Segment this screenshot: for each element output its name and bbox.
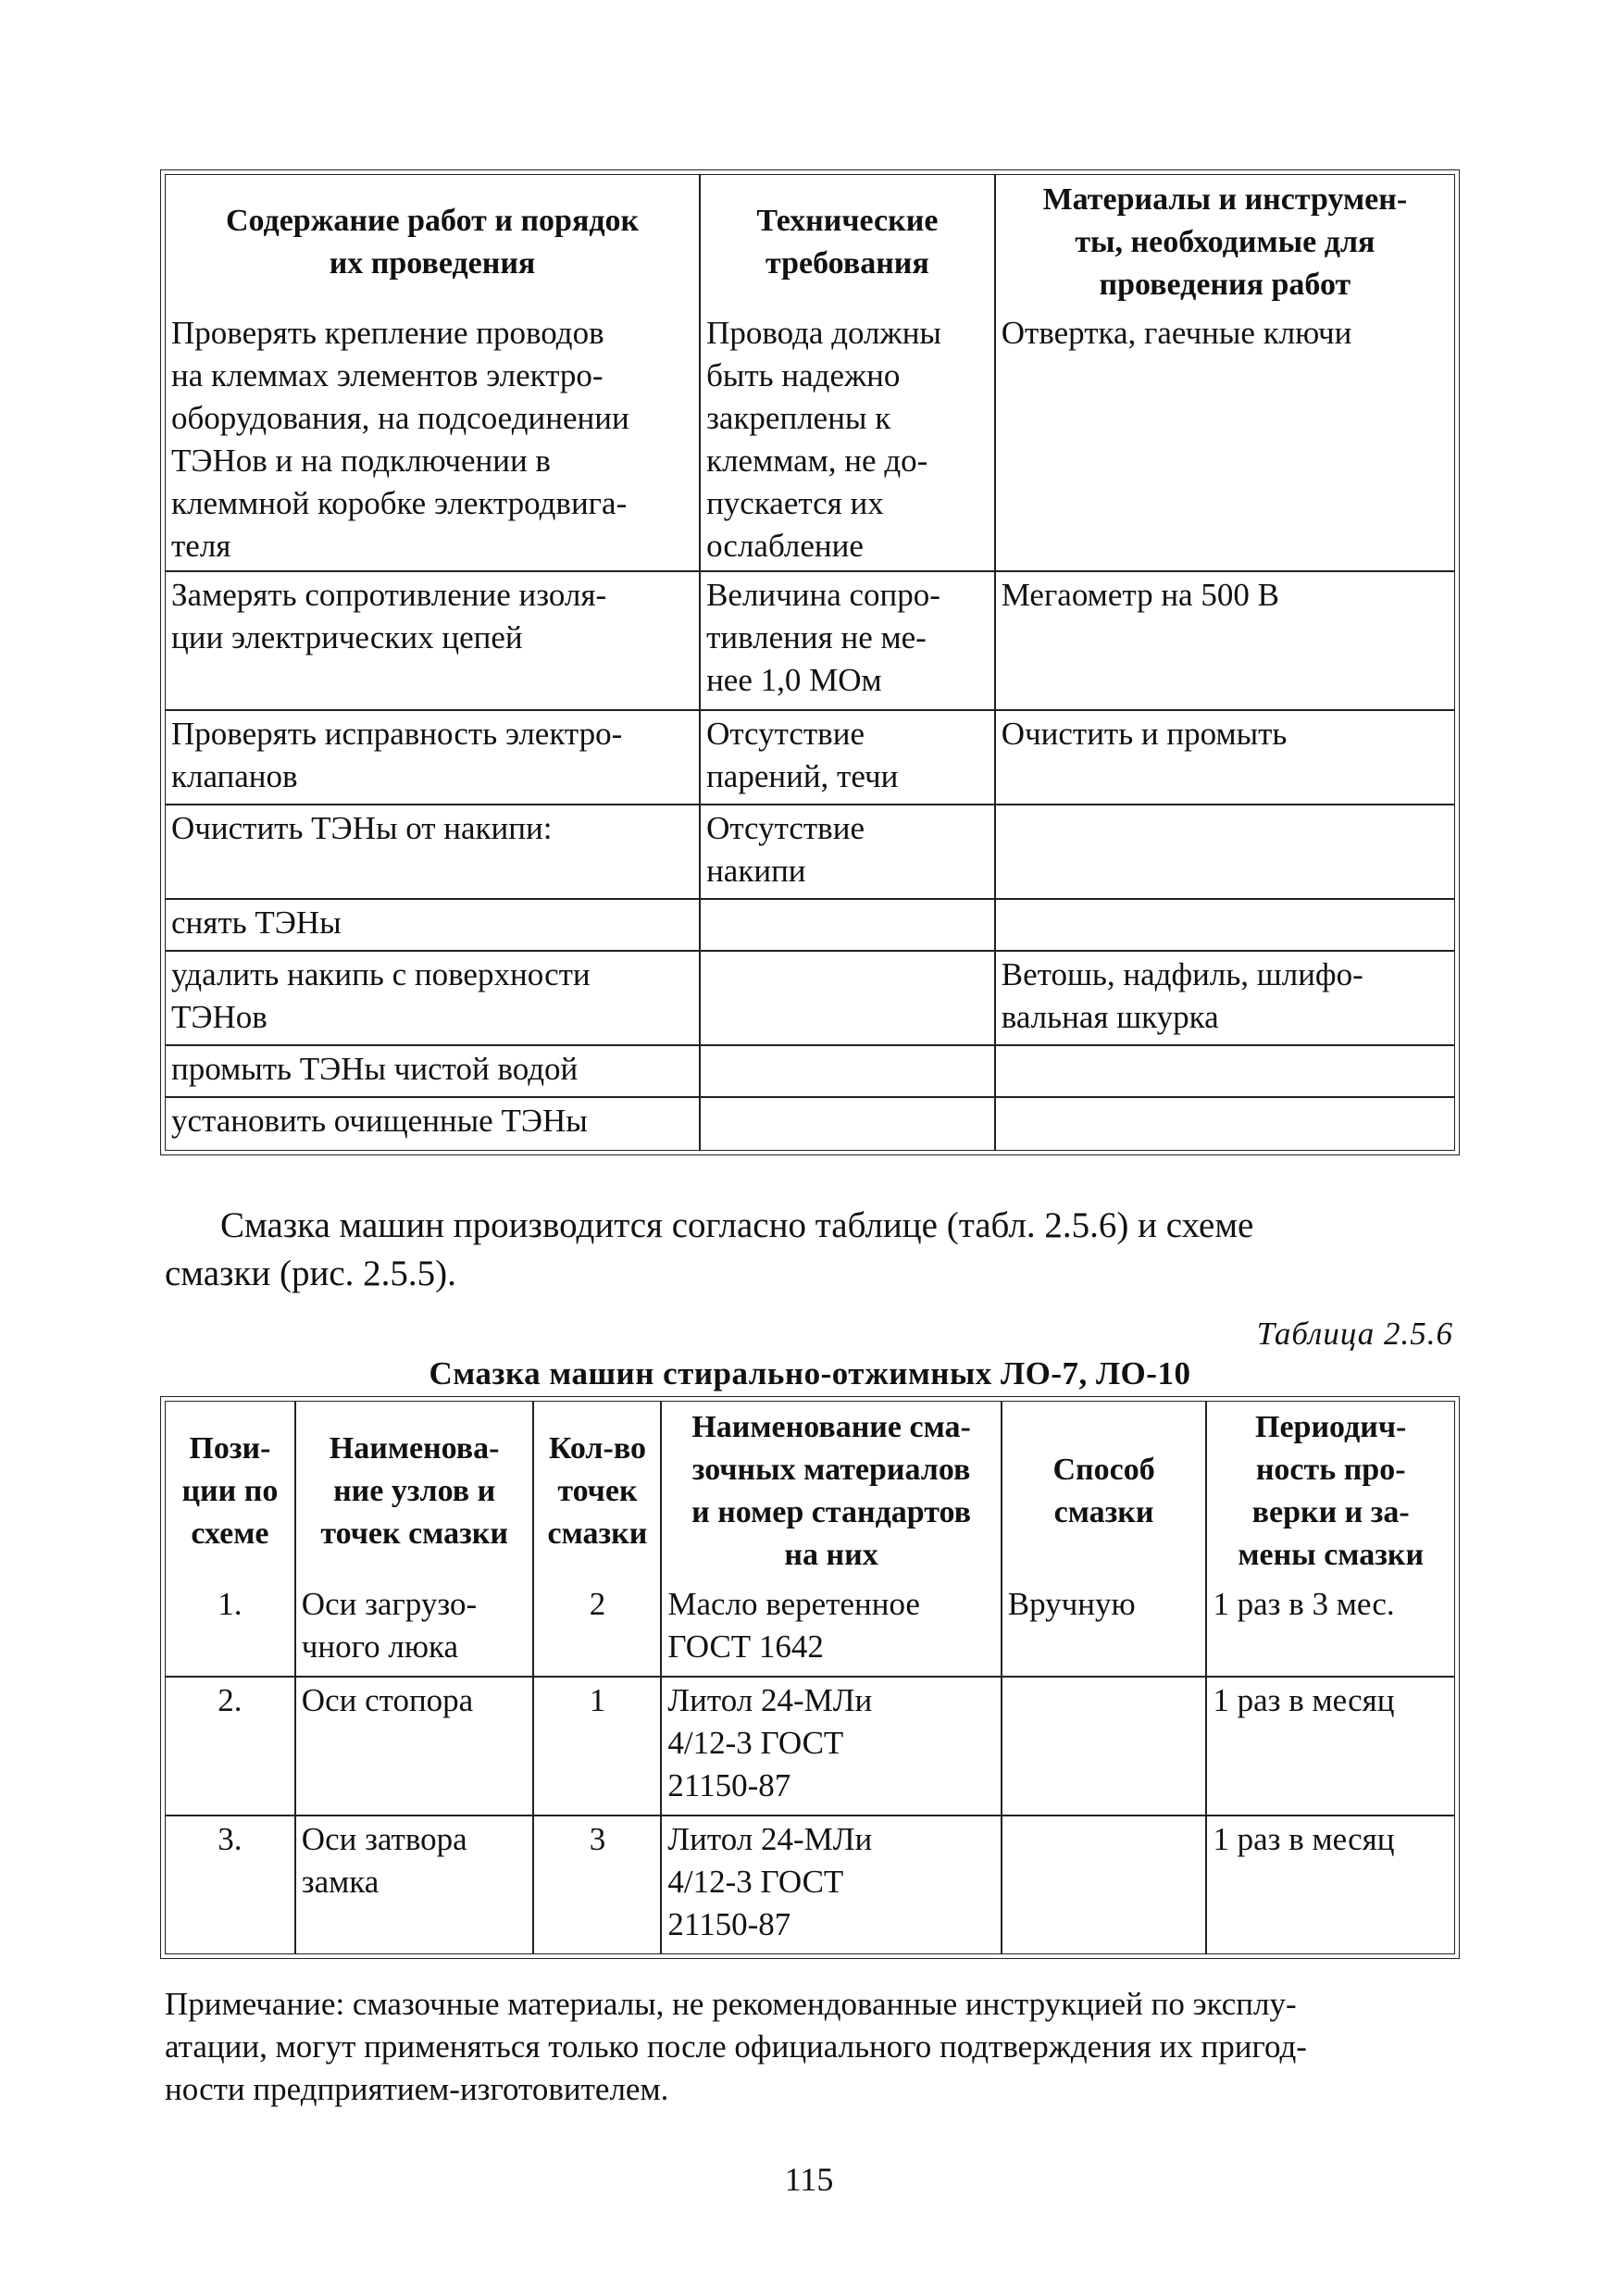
table-row: [166, 1581, 1454, 1678]
table-caption: Таблица 2.5.6: [1256, 1316, 1453, 1352]
table-row: [166, 1678, 1454, 1816]
table-cell: 2: [534, 1581, 662, 1678]
table-cell: Ветошь, надфиль, шлифо- вальная шкурка: [996, 952, 1454, 1046]
table-cell: Замерять сопротивление изоля- ции электрических цепей: [166, 572, 701, 711]
table-row: [166, 900, 1454, 952]
table2-header-lubricant: Наименование сма- зочных материалов и номер стандартов на них: [662, 1402, 1002, 1581]
table-cell: 1 раз в месяц: [1213, 1821, 1395, 1857]
table2-header-method: Способ смазки: [1002, 1402, 1208, 1581]
table-cell: 2.: [166, 1678, 296, 1816]
table-row: [166, 1046, 1454, 1098]
table-cell: Литол 24-МЛи 4/12-3 ГОСТ 21150-87: [662, 1816, 1002, 1953]
table-cell: [701, 1046, 996, 1098]
maintenance-table: [165, 174, 1455, 1151]
table-row: [166, 711, 1454, 805]
table-cell: [996, 1046, 1454, 1098]
table-cell: Отсутствие накипи: [701, 805, 996, 900]
footnote: Примечание: смазочные материалы, не рекомендованные инструкцией по эксплу- атации, могут применяться только после официального подтверждения их пригод- ности предприятием-изготовителем.: [165, 1986, 1307, 2107]
table-cell: Оси загрузо- чного люка: [296, 1581, 535, 1678]
table-cell: Масло веретенное ГОСТ 1642: [662, 1581, 1002, 1678]
table-cell: [701, 952, 996, 1046]
table-cell: [996, 805, 1454, 900]
table-row: [166, 310, 1454, 572]
table-cell: [701, 900, 996, 952]
table2-header-periodicity: Периодич- ность про- верки и за- мены смазки: [1238, 1410, 1425, 1572]
table-cell: 3.: [166, 1816, 296, 1953]
table-cell: Отвертка, гаечные ключи: [996, 310, 1454, 572]
table-cell: установить очищенные ТЭНы: [166, 1098, 701, 1150]
table-title: Смазка машин стирально-отжимных ЛО-7, ЛО-10: [429, 1355, 1191, 1391]
table-cell: Провода должны быть надежно закреплены к клеммам, не до- пускается их ослабление: [701, 310, 996, 572]
table-cell: Оси затвора замка: [296, 1816, 535, 1953]
table1-header-requirements: Технические требования: [701, 175, 996, 310]
table-row: [166, 1816, 1454, 1953]
table2-header-point-count: Кол-во точек смазки: [534, 1402, 662, 1581]
table-cell: Проверять крепление проводов на клеммах элементов электро- оборудования, на подсоединении ТЭНов и на подключении в клеммной коробке электродвига- теля: [166, 310, 701, 572]
table-cell: Проверять исправность электро- клапанов: [166, 711, 701, 805]
table-cell: Мегаометр на 500 В: [996, 572, 1454, 711]
table-row: [166, 952, 1454, 1046]
table-cell: Оси стопора: [296, 1678, 535, 1816]
page-number: 115: [784, 2161, 834, 2198]
table-cell: Очистить ТЭНы от накипи:: [166, 805, 701, 900]
table-cell: удалить накипь с поверхности ТЭНов: [166, 952, 701, 1046]
lubrication-table: [165, 1401, 1455, 1954]
table-cell: [996, 900, 1454, 952]
table-row: [166, 1098, 1454, 1150]
table1-header-materials: Материалы и инструмен- ты, необходимые для проведения работ: [1042, 182, 1408, 302]
table-row: [166, 805, 1454, 900]
table2-header-node-name: Наименова- ние узлов и точек смазки: [296, 1402, 535, 1581]
table-cell: Литол 24-МЛи 4/12-3 ГОСТ 21150-87: [662, 1678, 1002, 1816]
table-cell: Очистить и промыть: [996, 711, 1454, 805]
table-cell: промыть ТЭНы чистой водой: [166, 1046, 701, 1098]
table-cell: 1 раз в 3 мес.: [1207, 1581, 1454, 1678]
table-cell: Вручную: [1002, 1581, 1208, 1678]
table-cell: Отсутствие парений, течи: [701, 711, 996, 805]
table-cell: [1002, 1816, 1208, 1953]
body-paragraph: Смазка машин производится согласно таблице (табл. 2.5.6) и схеме смазки (рис. 2.5.5).: [165, 1205, 1254, 1293]
table1-header-work: Содержание работ и порядок их проведения: [166, 175, 701, 310]
table-cell: [1002, 1678, 1208, 1816]
table-cell: 1.: [166, 1581, 296, 1678]
table-cell: [996, 1098, 1454, 1150]
table-cell: [701, 1098, 996, 1150]
table-cell: снять ТЭНы: [166, 900, 701, 952]
table-cell: Величина сопро- тивления не ме- нее 1,0 МОм: [701, 572, 996, 711]
table-cell: 3: [534, 1816, 662, 1953]
table2-header-position: Пози- ции по схеме: [166, 1402, 296, 1581]
table-row: [166, 572, 1454, 711]
table-cell: 1: [534, 1678, 662, 1816]
table-cell: 1 раз в месяц: [1207, 1678, 1454, 1816]
